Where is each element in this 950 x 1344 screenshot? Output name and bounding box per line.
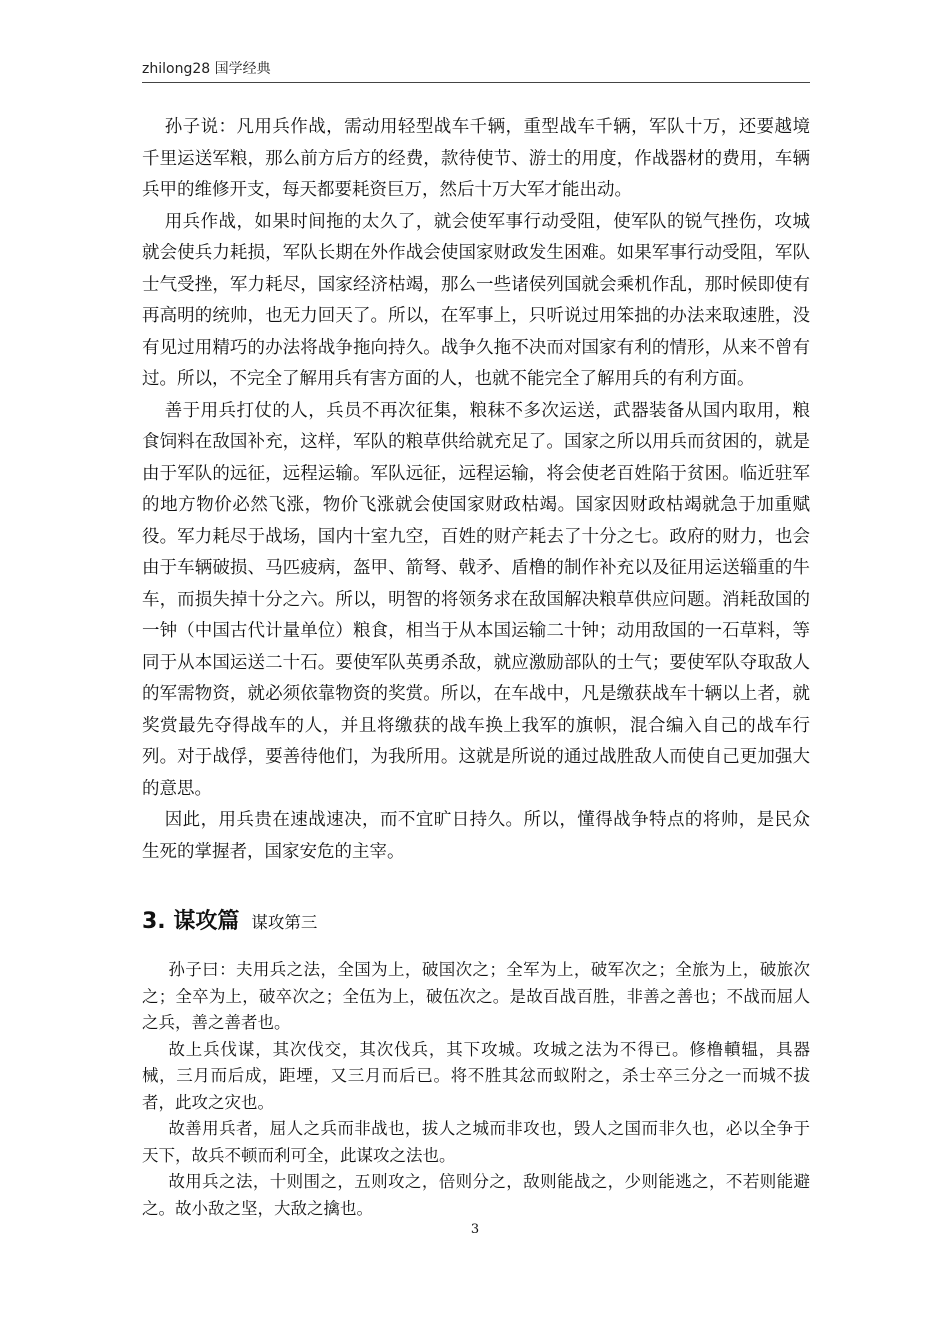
translation-section bbox=[142, 112, 810, 868]
original-paragraph-3: 故善用兵者，屈人之兵而非战也，拔人之城而非攻也，毁人之国而非久也，必以全争于天下，故兵不顿而利可全，此谋攻之法也。 bbox=[142, 1119, 810, 1165]
chapter-heading bbox=[142, 904, 810, 935]
page-number: 3 bbox=[470, 1222, 480, 1237]
page-header: zhilong28 国学经典 bbox=[142, 61, 271, 77]
chapter-subtitle: 谋攻第三 bbox=[251, 913, 318, 932]
translation-paragraph-1: 孙子说：凡用兵作战，需动用轻型战车千辆，重型战车千辆，军队十万，还要越境千里运送军粮，那么前方后方的经费，款待使节、游士的用度，作战器材的费用，车辆兵甲的维修开支，每天都要耗资巨万，然后十万大军才能出动。 bbox=[142, 117, 810, 200]
chapter-title: 3. 谋攻篇 bbox=[142, 909, 240, 934]
original-paragraph-1: 孙子曰：夫用兵之法，全国为上，破国次之；全军为上，破军次之；全旅为上，破旅次之；全卒为上，破卒次之；全伍为上，破伍次之。是故百战百胜，非善之善也；不战而屈人之兵，善之善者也。 bbox=[142, 960, 810, 1032]
original-paragraph-2: 故上兵伐谋，其次伐交，其次伐兵，其下攻城。攻城之法为不得已。修橹轒辒，具器械，三月而后成，距堙，又三月而后已。将不胜其忿而蚁附之，杀士卒三分之一而城不拔者，此攻之灾也。 bbox=[142, 1039, 810, 1112]
translation-paragraph-2: 用兵作战，如果时间拖的太久了，就会使军事行动受阻，使军队的锐气挫伤，攻城就会使兵力耗损，军队长期在外作战会使国家财政发生困难。如果军事行动受阻，军队士气受挫，军力耗尽，国家经济枯竭，那么一些诸侯列国就会乘机作乱，那时候即使有再高明的统帅，也无力回天了。所以，在军事上，只听说过用笨拙的办法来取速胜，没有见过用精巧的办法将战争拖向持久。战争久拖不决而对国家有利的情形，从来不曾有过。所以，不完全了解用兵有害方面的人，也就不能完全了解用兵的有利方面。 bbox=[142, 211, 810, 389]
original-text-section bbox=[142, 957, 810, 1222]
translation-paragraph-3: 善于用兵打仗的人，兵员不再次征集，粮秣不多次运送，武器装备从国内取用，粮食饲料在敌国补充，这样，军队的粮草供给就充足了。国家之所以用兵而贫困的，就是由于军队的远征，远程运输。军队远征，远程运输，将会使老百姓陷于贫困。临近驻军的地方物价必然飞涨，物价飞涨就会使国家财政枯竭。国家因财政枯竭就急于加重赋役。军力耗尽于战场，国内十室九空，百姓的财产耗去了十分之七。政府的财力，也会由于车辆破损、马匹疲病，盔甲、箭弩、戟矛、盾橹的制作补充以及征用运送辎重的牛车，而损失掉十分之六。所以，明智的将领务求在敌国解决粮草供应问题。消耗敌国的一钟（中国古代计量单位）粮食，相当于从本国运输二十钟；动用敌国的一石草料，等同于从本国运送二十石。要使军队英勇杀敌，就应激励部队的士气；要使军队夺取敌人的军需物资，就必须依靠物资的奖赏。所以，在车战中，凡是缴获战车十辆以上者，就奖赏最先夺得战车的人，并且将缴获的战车换上我军的旗帜，混合编入自己的战车行列。对于战俘，要善待他们，为我所用。这就是所说的通过战胜敌人而使自己更加强大的意思。 bbox=[142, 400, 810, 799]
translation-paragraph-4: 因此，用兵贵在速战速决，而不宜旷日持久。所以，懂得战争特点的将帅，是民众生死的掌握者，国家安危的主宰。 bbox=[142, 810, 810, 862]
original-paragraph-4: 故用兵之法，十则围之，五则攻之，倍则分之，敌则能战之，少则能逃之，不若则能避之。故小敌之坚，大敌之擒也。 bbox=[142, 1172, 810, 1218]
header-divider bbox=[142, 82, 810, 83]
